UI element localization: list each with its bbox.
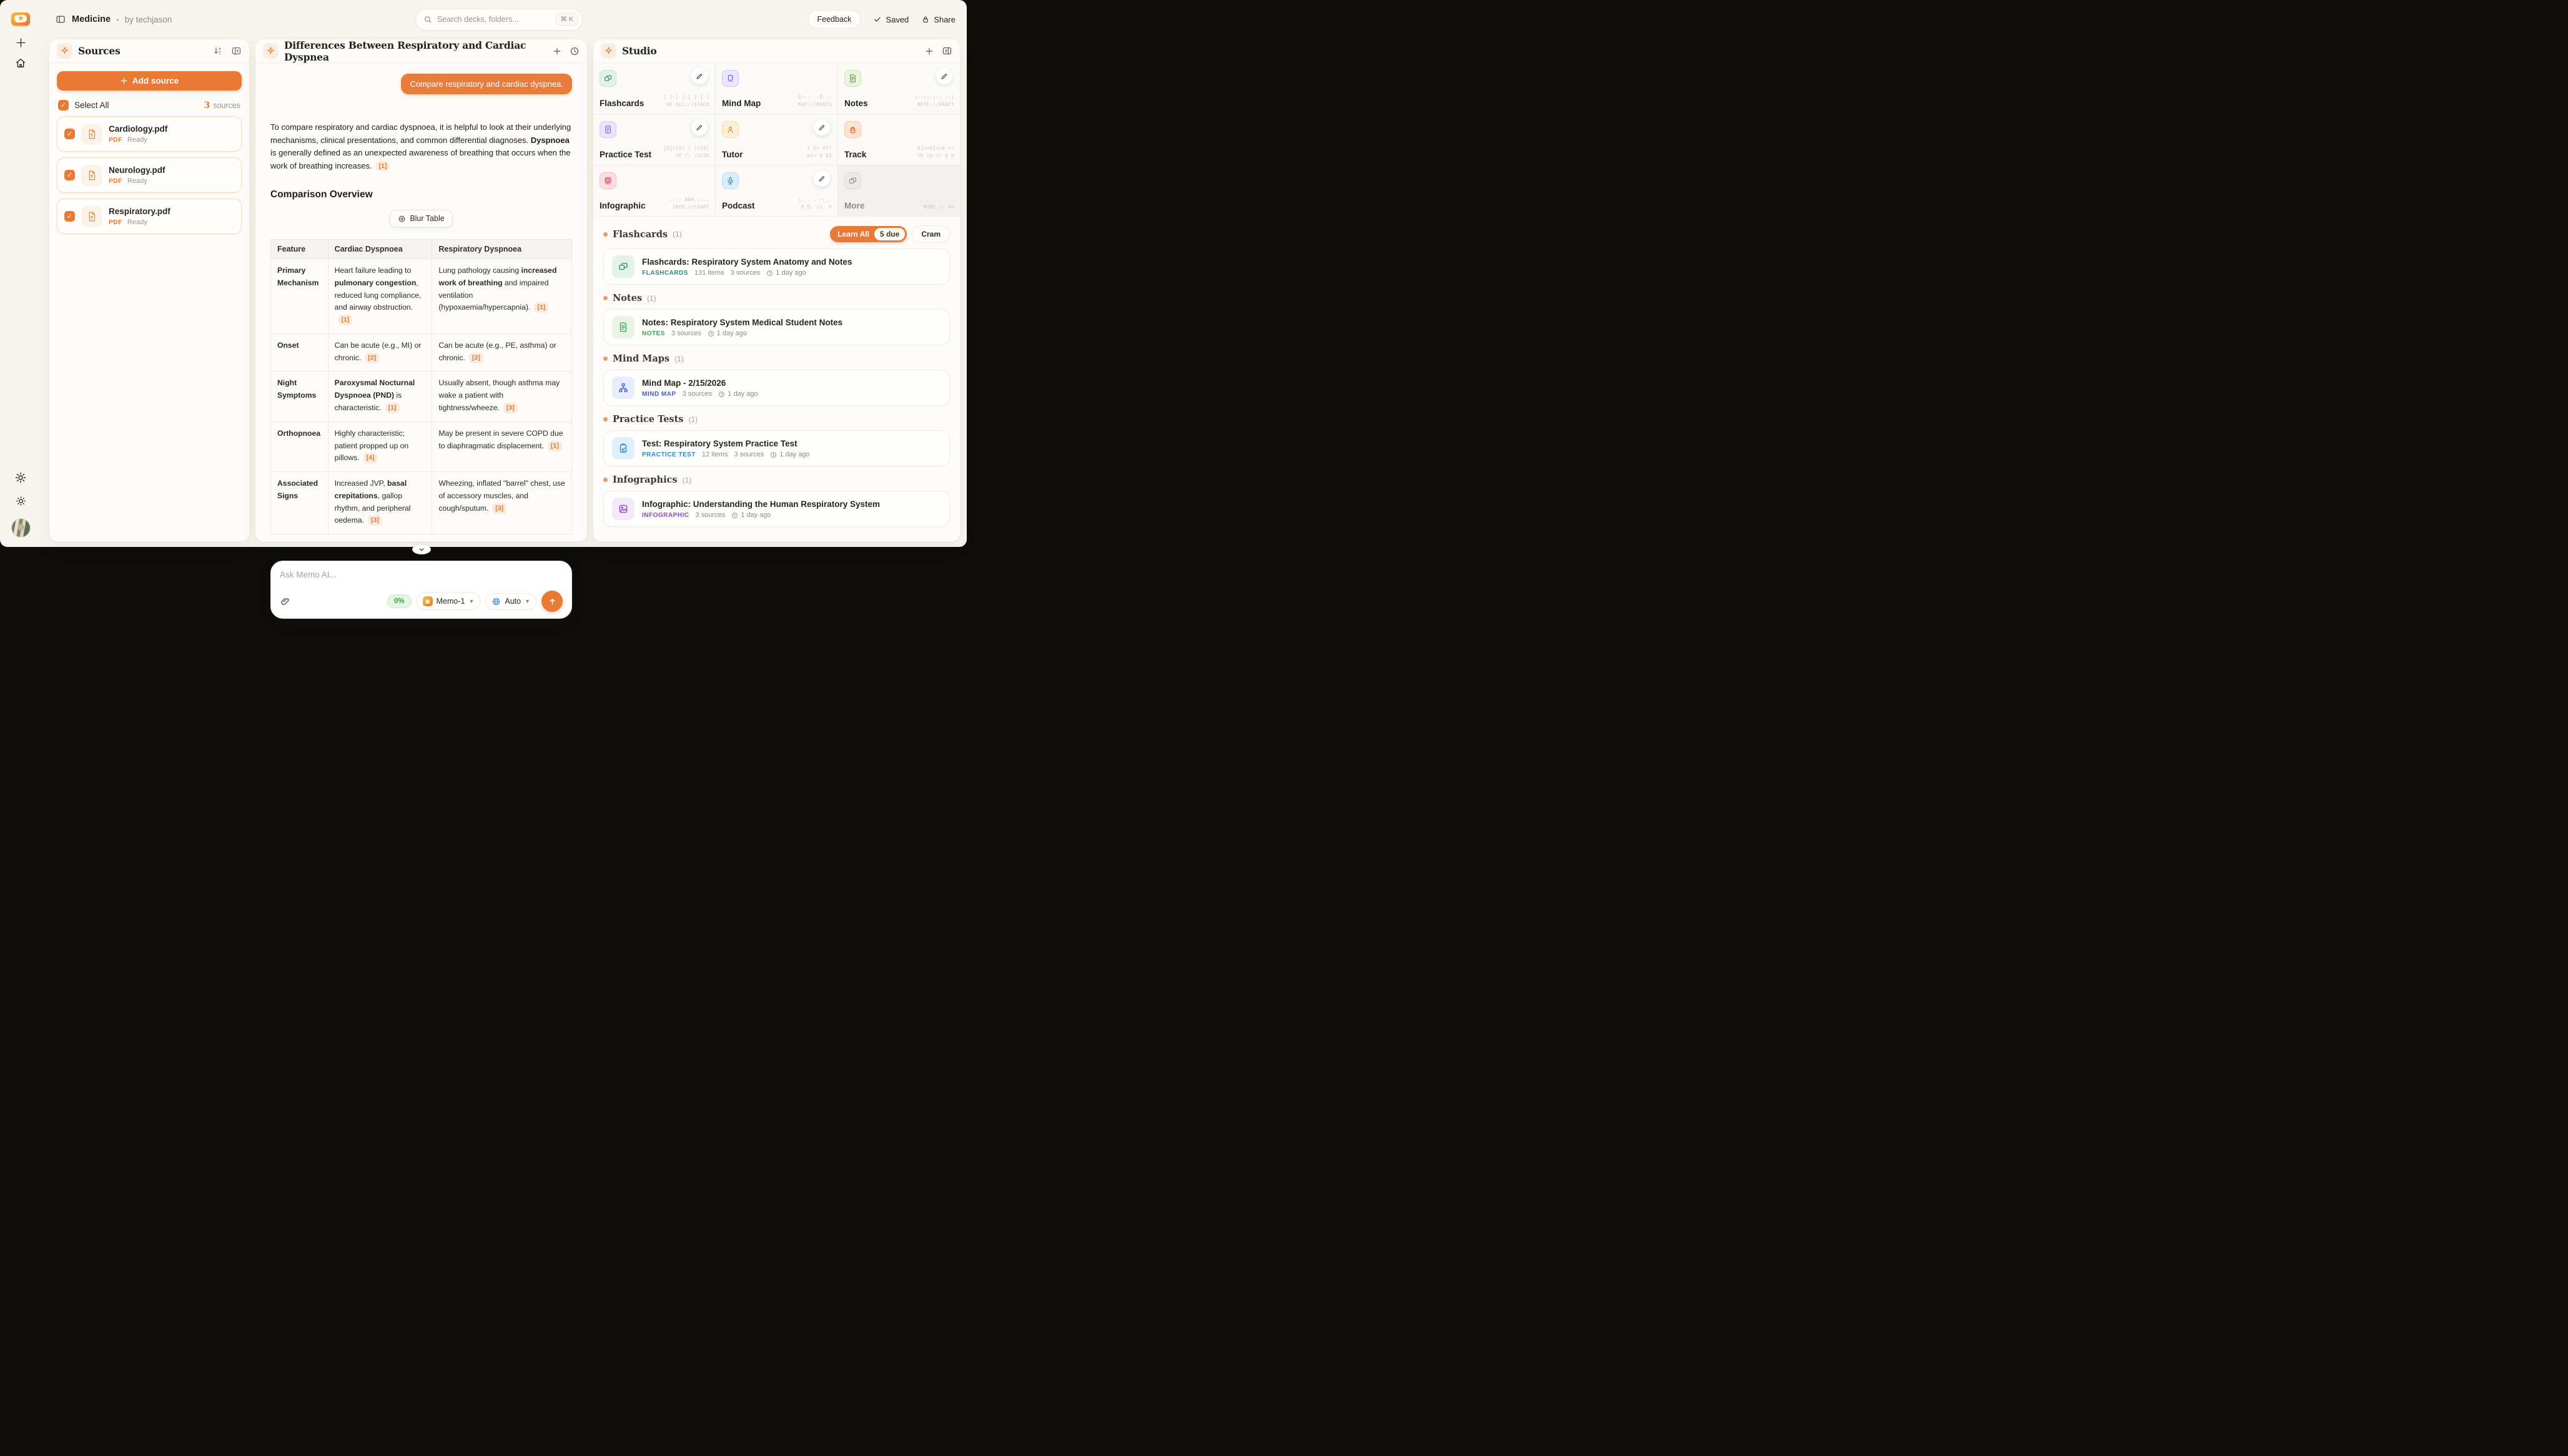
source-card[interactable] xyxy=(57,199,242,234)
edit-pencil-icon[interactable] xyxy=(814,170,830,187)
assistant-paragraph: To compare respiratory and cardiac dyspnoea, it is helpful to look at their underlying mechanisms, clinical presentations, and common differential diagnoses. Dyspnoea is generally defined as an unexpected awareness of breathing that occurs when the work of breathing increases. [1] xyxy=(270,122,571,170)
citation[interactable]: [3] xyxy=(492,503,506,514)
lock-icon xyxy=(921,15,930,24)
ascii-decoration: Y U> HY? AI> X AI xyxy=(807,145,832,159)
section-header-practice-tests xyxy=(603,414,950,425)
collapse-panel-left-icon xyxy=(231,46,242,56)
blur-table-button[interactable] xyxy=(390,210,452,227)
item-sources: 3 sources xyxy=(695,511,726,519)
studio-item-practice-test[interactable] xyxy=(603,430,950,466)
source-count-unit: sources xyxy=(213,101,240,110)
sidebar-toggle-icon xyxy=(55,14,66,25)
source-status: Ready xyxy=(127,135,147,144)
search-input[interactable] xyxy=(437,15,556,24)
mode-label: Auto xyxy=(505,597,521,606)
global-search[interactable] xyxy=(415,9,583,31)
studio-title: Studio xyxy=(622,45,657,57)
table-row: Night Symptoms Paroxysmal Nocturnal Dyspnoea (PND) is characteristic. [1] Usually absent, though asthma may wake a patient with tightness/wheeze. [3] xyxy=(271,371,572,421)
user-message-bubble: Compare respiratory and cardiac dyspnea. xyxy=(401,74,572,94)
citation[interactable]: [1] xyxy=(534,302,548,313)
pdf-file-tile xyxy=(81,124,102,145)
plus-icon xyxy=(120,77,128,85)
chat-panel xyxy=(255,39,588,606)
source-card[interactable] xyxy=(57,116,242,152)
blur-table-label: Blur Table xyxy=(410,214,445,224)
table-row: Onset Can be acute (e.g., MI) or chronic. [2] Can be acute (e.g., PE, asthma) or chronic. [2] xyxy=(271,333,572,371)
column-header: Cardiac Dyspnoea xyxy=(328,240,432,259)
globe-icon xyxy=(491,597,501,606)
source-count-value: 3 xyxy=(204,100,210,111)
chevron-down-icon xyxy=(417,545,426,554)
section-header-flashcards xyxy=(603,225,950,243)
table-header-row xyxy=(271,240,572,259)
app-window xyxy=(0,0,967,606)
section-header-infographics xyxy=(603,475,950,485)
tool-label: Podcast xyxy=(722,201,755,210)
section-count: (1) xyxy=(682,475,692,485)
sparkle-icon xyxy=(604,46,613,56)
tool-label: Practice Test xyxy=(600,150,652,159)
comparison-heading: Comparison Overview xyxy=(270,189,373,200)
scroll-to-bottom-button[interactable] xyxy=(412,544,431,554)
workspace-byline: by techjason xyxy=(124,14,172,24)
edit-pencil-icon[interactable] xyxy=(691,119,708,135)
studio-add-button[interactable] xyxy=(924,46,934,56)
chat-input[interactable] xyxy=(280,570,563,579)
app-logo[interactable] xyxy=(11,12,30,26)
feedback-button[interactable]: Feedback xyxy=(808,10,861,29)
saved-label: Saved xyxy=(886,14,909,24)
plus-icon xyxy=(15,37,27,49)
select-all-checkbox[interactable]: ✓ xyxy=(58,100,69,111)
chevron-down-icon: ▼ xyxy=(468,598,475,605)
arrow-up-icon xyxy=(548,597,557,606)
item-count: 12 items xyxy=(701,451,728,459)
tutor-icon xyxy=(722,121,739,138)
more-icon xyxy=(844,172,861,189)
share-button[interactable] xyxy=(921,15,956,24)
collapse-studio-button[interactable] xyxy=(942,46,952,56)
section-header-notes xyxy=(603,293,950,303)
select-all-row xyxy=(58,100,240,111)
sparkle-icon xyxy=(266,46,275,56)
send-button[interactable] xyxy=(541,591,563,612)
model-selector[interactable] xyxy=(417,593,481,610)
left-rail xyxy=(0,0,41,547)
practice-test-icon xyxy=(600,121,616,138)
item-sources: 3 sources xyxy=(682,390,713,398)
section-count: (1) xyxy=(647,293,656,303)
settings-button[interactable] xyxy=(14,471,27,484)
comparison-table xyxy=(270,239,572,534)
tool-podcast[interactable] xyxy=(716,165,837,216)
edit-pencil-icon[interactable] xyxy=(691,68,708,84)
ascii-decoration: 01=>02=>0 => TR CK:// A H xyxy=(917,145,954,159)
source-checkbox[interactable]: ✓ xyxy=(64,129,75,139)
table-row: Primary Mechanism Heart failure leading to pulmonary congestion, reduced lung compliance, and airway obstruction.[1] Lung pathology causing increased work of breathing and impaired ventilation (hypoxaemia/hypercapnia). [1] xyxy=(271,259,572,334)
table-row: Associated Signs Increased JVP, basal crepitations, gallop rhythm, and peripheral oedema. [3] Wheezing, inflated "barrel" chest, use of accessory muscles, and cough/sputum. [3] xyxy=(271,472,572,534)
ascii-decoration: . . . . . . . MORE // OO xyxy=(914,196,954,210)
section-title: Practice Tests xyxy=(613,414,684,425)
studio-item-infographic[interactable] xyxy=(603,491,950,527)
citation[interactable]: [1] xyxy=(385,403,400,413)
user-avatar[interactable] xyxy=(11,518,31,538)
chat-history-button[interactable] xyxy=(570,46,580,56)
item-sources: 3 sources xyxy=(734,451,764,459)
item-title: Infographic: Understanding the Human Respiratory System xyxy=(642,499,881,509)
section-dot xyxy=(603,478,608,482)
item-time: 1 day ago xyxy=(770,451,809,458)
ascii-decoration: |::|::|:: ::| NOTE://DRAFT xyxy=(914,94,954,108)
due-count-chip[interactable]: 5 due xyxy=(874,228,905,240)
citation[interactable]: [1] xyxy=(548,441,562,451)
tool-label: Track xyxy=(844,150,867,159)
tool-track[interactable] xyxy=(838,114,960,165)
tool-infographic[interactable] xyxy=(593,165,715,216)
mode-selector[interactable] xyxy=(485,593,536,610)
section-title: Infographics xyxy=(613,475,678,485)
mind-map-icon xyxy=(722,70,739,87)
item-title: Test: Respiratory System Practice Test xyxy=(642,438,798,448)
tool-label: Mind Map xyxy=(722,99,761,108)
chat-transcript[interactable] xyxy=(255,63,587,606)
sources-sparkle-tile xyxy=(57,43,72,59)
item-time: 1 day ago xyxy=(766,269,806,277)
source-status: Ready xyxy=(127,177,147,185)
new-chat-button[interactable] xyxy=(552,46,562,56)
item-time: 1 day ago xyxy=(718,390,758,398)
clock-icon xyxy=(708,330,714,337)
flashcards-icon xyxy=(600,70,616,87)
blur-target-icon xyxy=(398,215,406,223)
item-sources: 3 sources xyxy=(730,269,761,277)
add-source-button[interactable] xyxy=(57,71,242,91)
section-title: Flashcards xyxy=(613,229,668,240)
studio-tool-grid xyxy=(593,63,960,217)
pdf-file-tile xyxy=(81,165,102,186)
item-type-badge: NOTES xyxy=(642,330,665,337)
podcast-mic-icon xyxy=(722,172,739,189)
flashcards-icon xyxy=(612,255,635,278)
tool-mind-map[interactable] xyxy=(716,63,837,114)
theme-toggle-button[interactable] xyxy=(15,495,27,507)
source-checkbox[interactable]: ✓ xyxy=(64,211,75,222)
notes-icon xyxy=(612,316,635,338)
learn-all-label: Learn All xyxy=(837,230,869,239)
notes-icon xyxy=(844,70,861,87)
svg-text:A: A xyxy=(218,47,221,52)
item-title: Mind Map - 2/15/2026 xyxy=(642,378,726,388)
document-icon xyxy=(86,129,97,140)
source-count xyxy=(204,101,240,111)
table-row: Orthopnoea Highly characteristic; patient propped up on pillows. [4] May be present in severe COPD due to diaphragmatic displacement. [1] xyxy=(271,421,572,471)
sidebar-toggle-button[interactable] xyxy=(55,14,66,25)
share-label: Share xyxy=(934,14,956,24)
tool-label: Notes xyxy=(844,99,868,108)
studio-item-notes[interactable] xyxy=(603,309,950,345)
select-all-label: Select All xyxy=(74,101,109,110)
citation[interactable]: [2] xyxy=(469,353,483,363)
item-time: 1 day ago xyxy=(731,511,771,519)
source-checkbox[interactable]: ✓ xyxy=(64,170,75,180)
title-separator: • xyxy=(116,14,119,24)
track-icon xyxy=(844,121,861,138)
source-name: Neurology.pdf xyxy=(109,165,165,175)
tool-label: Tutor xyxy=(722,150,743,159)
section-count: (1) xyxy=(674,354,684,363)
check-icon xyxy=(873,15,882,24)
tool-label: Infographic xyxy=(600,201,646,210)
paperclip-icon xyxy=(280,596,290,607)
item-title: Flashcards: Respiratory System Anatomy and Notes xyxy=(642,257,852,267)
attach-button[interactable] xyxy=(280,596,290,607)
model-label: Memo-1 xyxy=(436,597,465,606)
search-shortcut-badge: ⌘ K xyxy=(556,13,578,26)
org-chart-icon xyxy=(612,376,635,399)
collapse-sources-button[interactable] xyxy=(231,46,242,56)
pdf-file-tile xyxy=(81,206,102,227)
section-count: (1) xyxy=(688,415,698,424)
section-dot xyxy=(603,357,608,361)
sources-panel xyxy=(49,39,250,542)
section-dot xyxy=(603,417,608,421)
plus-icon xyxy=(924,46,934,56)
citation[interactable]: [3] xyxy=(368,515,382,526)
ascii-decoration: |._. . ~._. P D: /1. X xyxy=(798,196,832,210)
citation[interactable]: [2] xyxy=(365,353,379,363)
item-type-badge: INFOGRAPHIC xyxy=(642,511,689,519)
home-button[interactable] xyxy=(14,57,27,69)
source-name: Cardiology.pdf xyxy=(109,124,168,134)
tool-flashcards[interactable] xyxy=(593,63,715,114)
studio-item-flashcards[interactable] xyxy=(603,248,950,285)
workspace-title[interactable]: Medicine xyxy=(72,14,111,24)
clock-icon xyxy=(570,46,580,56)
ascii-decoration: [ ]-[ ]-[ ]-[ ] RE ALL://STACK xyxy=(663,94,709,108)
section-title: Notes xyxy=(613,293,643,303)
search-icon xyxy=(423,15,432,24)
ascii-decoration: [Q]>[A] [ ]>[A] TE T: /SCOR xyxy=(663,145,709,159)
new-deck-button[interactable] xyxy=(15,37,27,49)
citation[interactable]: [1] xyxy=(338,315,353,325)
clock-icon xyxy=(770,451,777,458)
image-icon xyxy=(612,498,635,520)
tool-more[interactable] xyxy=(838,165,960,216)
clipboard-check-icon xyxy=(612,437,635,460)
source-type-badge: PDF xyxy=(109,135,122,144)
item-title: Notes: Respiratory System Medical Student Notes xyxy=(642,317,843,327)
context-usage-badge: 0% xyxy=(387,594,412,608)
source-type-badge: PDF xyxy=(109,177,122,185)
studio-panel xyxy=(593,39,961,542)
clock-icon xyxy=(766,270,773,277)
sparkle-icon xyxy=(60,46,69,56)
tool-label: More xyxy=(844,201,865,210)
add-source-label: Add source xyxy=(132,76,179,86)
section-dot xyxy=(603,232,608,237)
cram-button[interactable]: Cram xyxy=(912,225,950,243)
tool-tutor[interactable] xyxy=(716,114,837,165)
studio-item-mind-map[interactable] xyxy=(603,370,950,406)
studio-sparkle-tile xyxy=(601,43,616,59)
sort-az-icon xyxy=(213,46,224,56)
infographic-icon xyxy=(600,172,616,189)
logo-star-icon: ★ xyxy=(17,13,24,22)
section-title: Mind Maps xyxy=(613,353,670,364)
source-status: Ready xyxy=(127,218,147,226)
plus-icon xyxy=(552,46,562,56)
svg-text:Z: Z xyxy=(218,51,221,56)
item-sources: 3 sources xyxy=(671,330,701,338)
ascii-decoration: O--- --O--- MAP://NODES xyxy=(798,94,832,108)
section-header-mind-maps xyxy=(603,353,950,364)
citation[interactable]: [1] xyxy=(376,161,390,172)
citation[interactable]: [4] xyxy=(363,453,378,463)
learn-all-button[interactable] xyxy=(830,226,907,242)
gear-icon xyxy=(14,471,27,484)
ascii-decoration: .::: ###.:::. INFO://CHART xyxy=(669,196,709,210)
source-card[interactable] xyxy=(57,157,242,193)
chat-title: Differences Between Respiratory and Cardiac Dyspnea xyxy=(284,39,526,63)
column-header: Respiratory Dyspnoea xyxy=(432,240,572,259)
sun-icon xyxy=(15,495,27,507)
edit-pencil-icon[interactable] xyxy=(936,68,952,84)
chat-sparkle-tile xyxy=(263,43,279,59)
top-bar xyxy=(41,0,967,39)
section-dot xyxy=(603,296,608,300)
sort-sources-button[interactable] xyxy=(213,46,224,56)
column-header: Feature xyxy=(271,240,328,259)
citation[interactable]: [3] xyxy=(503,403,518,413)
sources-title: Sources xyxy=(78,45,121,57)
section-count: (1) xyxy=(673,230,682,239)
clock-icon xyxy=(731,512,738,519)
studio-sections[interactable] xyxy=(593,215,960,541)
document-icon xyxy=(86,170,97,181)
saved-status xyxy=(873,15,909,24)
item-type-badge: PRACTICE TEST xyxy=(642,451,696,458)
tool-label: Flashcards xyxy=(600,99,644,108)
item-count: 131 items xyxy=(694,269,724,277)
collapse-panel-right-icon xyxy=(942,46,952,56)
home-icon xyxy=(14,57,27,69)
clock-icon xyxy=(718,391,725,398)
item-type-badge: MIND MAP xyxy=(642,390,676,398)
tool-practice-test[interactable] xyxy=(593,114,715,165)
item-time: 1 day ago xyxy=(708,330,747,337)
source-name: Respiratory.pdf xyxy=(109,207,170,217)
chat-composer[interactable] xyxy=(270,561,572,619)
item-type-badge: FLASHCARDS xyxy=(642,269,688,277)
source-type-badge: PDF xyxy=(109,218,122,226)
desktop-background xyxy=(0,0,972,606)
tool-notes[interactable] xyxy=(838,63,960,114)
document-icon xyxy=(86,211,97,222)
edit-pencil-icon[interactable] xyxy=(814,119,830,135)
chevron-down-icon: ▼ xyxy=(525,598,530,605)
model-icon xyxy=(423,596,433,606)
